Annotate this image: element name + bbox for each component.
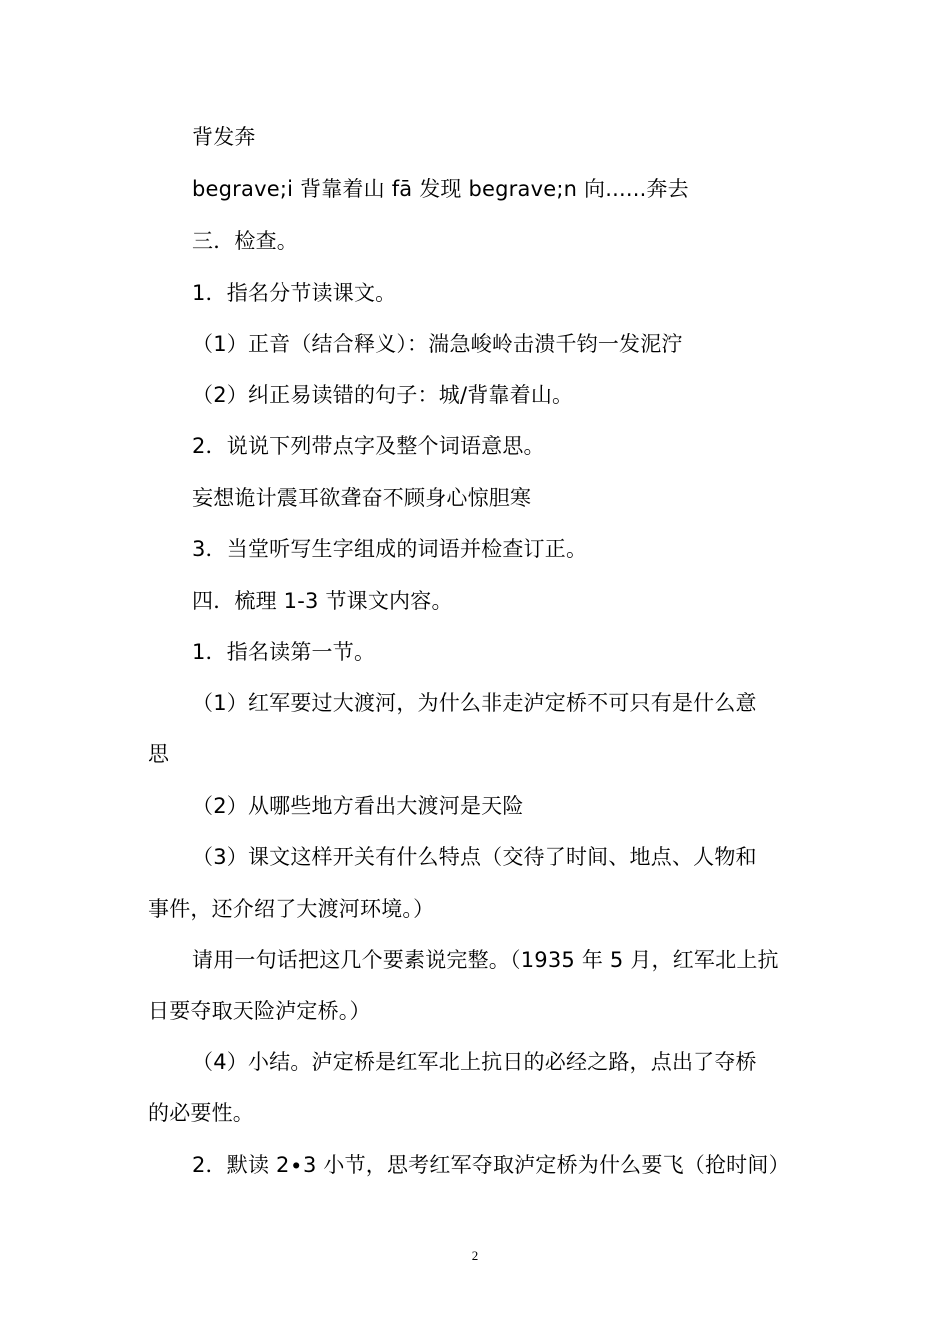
- text-line-15: （3）课文这样开关有什么特点（交待了时间、地点、人物和: [192, 845, 757, 869]
- section-heading-3: 三．检查。: [192, 229, 298, 253]
- section-heading-4: 四．梳理 1-3 节课文内容。: [192, 589, 453, 613]
- text-line-17: 请用一句话把这几个要素说完整。（1935 年 5 月，红军北上抗: [192, 948, 779, 972]
- text-line-5: （1）正音（结合释义）：湍急峻岭击溃千钧一发泥泞: [192, 332, 683, 356]
- text-line-6: （2）纠正易读错的句子：城/背靠着山。: [192, 383, 574, 407]
- text-line-21: 2．默读 2∙3 小节，思考红军夺取泸定桥为什么要飞（抢时间）: [192, 1153, 790, 1177]
- text-line-11: 1．指名读第一节。: [192, 640, 376, 664]
- text-line-2: begrave;i 背靠着山 fā 发现 begrave;n 向......奔去: [192, 177, 689, 201]
- text-line-9: 3．当堂听写生字组成的词语并检查订正。: [192, 537, 588, 561]
- text-line-12: （1）红军要过大渡河，为什么非走泸定桥不可只有是什么意: [192, 691, 757, 715]
- text-line-7: 2．说说下列带点字及整个词语意思。: [192, 434, 545, 458]
- page-number: 2: [471, 1248, 479, 1263]
- text-line-1: 背发奔: [192, 125, 256, 149]
- text-line-19: （4）小结。泸定桥是红军北上抗日的必经之路，点出了夺桥: [192, 1050, 757, 1074]
- text-line-4: 1．指名分节读课文。: [192, 281, 397, 305]
- text-line-13: 思: [148, 742, 170, 766]
- text-line-16: 事件，还介绍了大渡河环境。）: [148, 897, 435, 921]
- text-line-18: 日要夺取天险泸定桥。）: [148, 999, 371, 1023]
- text-line-14: （2）从哪些地方看出大渡河是天险: [192, 794, 524, 818]
- text-line-20: 的必要性。: [148, 1101, 254, 1125]
- text-line-8: 妄想诡计震耳欲聋奋不顾身心惊胆寒: [192, 486, 532, 510]
